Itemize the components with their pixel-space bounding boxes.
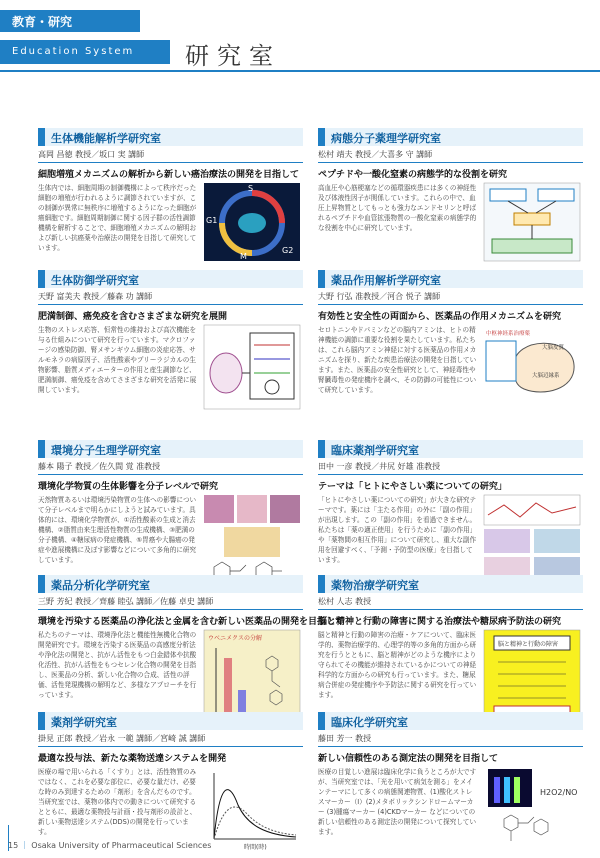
- lab-description: 医療の目覚しい進展は臨床化学に負うところが大ですが、当研究室では、「光を用いて病気を測る」をメインテーマにして多くの病態関連物質、(1)酸化ストレスマーカー（Ⅰ）(2)メタボリックシンドロームマーカー (3)腫瘍マーカー (4)CKDマーカー などについての新しい信頼性のある測定法の開発について探究しています。: [318, 768, 477, 836]
- lab-title: 薬剤学研究室: [38, 712, 303, 730]
- brain-diagram-figure: [484, 325, 580, 403]
- lab-title: 病態分子薬理学研究室: [318, 128, 583, 146]
- lab-rule: [38, 304, 303, 305]
- lab-description: 私たちのテーマは、環境浄化法と機能性無機化合物の開発研究です。環境を汚染する医薬品の高感度分析法や浄化法の開発と、抗がん活性をもつ白金錯体や抗酸化活性、抗がん活性をもつセレン化合物の開発を目指し、医薬品の分析、新しい化合物の合成、活性の評価、活性発現機構の解明など、多様なアプローチを行っています。: [38, 631, 197, 699]
- fluorescence-figure: [484, 767, 580, 851]
- lab-rule: [318, 609, 583, 610]
- lab-staff: 大野 行弘 准教授／河合 悦子 講師: [318, 292, 441, 301]
- lab-card: [318, 270, 583, 395]
- page-number: 15: [8, 841, 19, 850]
- lab-rule: [38, 162, 303, 163]
- lab-staff: 松村 人志 教授: [318, 597, 372, 606]
- lab-card: [318, 440, 583, 565]
- lab-headline: 脳と精神と行動の障害に関する治療法や糖尿病予防法の研究: [318, 617, 562, 627]
- lab-description: セロトニンやドパミンなどの脳内アミンは、ヒトの精神機能の調節に重要な役割を果たしています。私たちは、これら脳内アミン神経に対する医薬品の作用メカニズムを探り、新たな疾患治療法の開発を目指しています。また、医薬品の安全性研究として、神経毒性や腎臓毒性の発症機序を調べ、その防御の可能性について研究しています。: [318, 326, 477, 394]
- lab-rule: [318, 304, 583, 305]
- fig-label-cortex: 大脳皮質: [542, 345, 565, 351]
- lab-description: 天然物質あるいは環境汚染物質の生体への影響について分子レベルまで明らかにしようと試みています。具体的には、環境化学物質が、①活性酸素の生成と消去機構、②脂質由来生理活性物質の生成機構、③肥満の分子機構、④糖尿病の発症機構、⑤胃癌や大腸癌の発症や進展機構に及ぼす影響などについて多角的に研究しています。: [38, 496, 197, 564]
- lab-title: 環境分子生理学研究室: [38, 440, 303, 458]
- fig-label-h2o2-no: H2O2/NO: [540, 788, 578, 797]
- fig-label-degradation: ウベニメクスの分解: [208, 635, 262, 642]
- lab-title: 薬品作用解析学研究室: [318, 270, 583, 288]
- lab-title: 臨床薬剤学研究室: [318, 440, 583, 458]
- lab-card: [38, 440, 303, 565]
- lab-staff: 藤田 芳一 教授: [318, 734, 372, 743]
- lab-rule: [318, 474, 583, 475]
- lab-description: 生物のストレス応答、恒常性の維持および高次機能を与る仕組みについて研究を行っています。マクロファージの感染防御、腎メサンギウム細胞の炎症応答、サルモネラの病原因子、活性酸素やプリーラジカルの生物影響、脂質メディエーターの作用と産生調節など、肥満制御、癌免疫を含めてさまざまな研究を活発に展開しています。: [38, 326, 197, 394]
- lab-staff: 三野 芳紀 教授／齊藤 睦弘 講師／佐藤 卓史 講師: [38, 597, 214, 606]
- page-title: 研究室: [185, 42, 281, 70]
- lab-headline: 新しい信頼性のある測定法の開発を目指して: [318, 754, 499, 764]
- lab-title: 生体防御学研究室: [38, 270, 303, 288]
- footer: 15 ｜ Osaka University of Pharmaceutical Sciences: [8, 841, 212, 850]
- university-name: Osaka University of Pharmaceutical Sciences: [31, 841, 212, 850]
- lab-title: 臨床化学研究室: [318, 712, 583, 730]
- fig-label-m: M: [240, 252, 247, 261]
- lab-card: [38, 270, 303, 395]
- lab-title: 薬物治療学研究室: [318, 575, 583, 593]
- lab-description: 「ヒトにやさしい薬についての研究」が大きな研究テーマです。薬には「主たる作用」の外に「副の作用」が出現します。この「副の作用」を看過できません。私たちは「薬の適正使用」を行うために「副の作用」や「薬物間の相互作用」について研究し、重大な副作用を回避すべく、「予測・予防型の医療」を目指しています。: [318, 496, 477, 564]
- pathway-diagram-figure: [484, 183, 580, 261]
- fig-label-cns-drug: 中枢神経系治療薬: [486, 331, 531, 337]
- lab-staff: 松村 靖夫 教授／大喜多 守 講師: [318, 150, 433, 159]
- fig-label-g2: G2: [282, 246, 294, 255]
- lab-description: 医療の場で用いられる「くすり」とは、活性物質のみではなく、これを必要な部位に、必要な量だけ、必要な時のみ到達するための「剤形」を含んだものです。当研究室では、薬物の体内での動きについて研究するとともに、最適な薬物投与計画・投与剤形の設計と、新しい薬物送達システム(DDS)の開発を行っています。: [38, 768, 197, 836]
- lab-staff: 藤本 陽子 教授／佐久間 覚 准教授: [38, 462, 161, 471]
- category-tab: 教育・研究: [0, 10, 140, 32]
- fig-label-time: 時間(時): [244, 844, 267, 851]
- macrophage-diagram-figure: [204, 325, 300, 409]
- lab-headline: 最適な投与法、新たな薬物送達システムを開発: [38, 754, 227, 764]
- lab-title: 生体機能解析学研究室: [38, 128, 303, 146]
- lab-card: [38, 128, 303, 261]
- lab-headline: 環境を汚染する医薬品の浄化法と金属を含む新しい医薬品の開発を目指して: [38, 617, 345, 627]
- fig-label-g1: G1: [206, 216, 218, 225]
- lab-headline: 環境化学物質の生体影響を分子レベルで研究: [38, 482, 219, 492]
- tissue-images-figure: [204, 495, 300, 581]
- lab-description: 高血圧や心筋梗塞などの循環器疾患には多くの神経性及び体液性因子が関係しています。これらの中で、血圧上昇物質としてもっとも強力なエンドセリンと呼ばれるペプチドや血管拡張物質の一酸化窒素の病態学的な役割を中心に研究しています。: [318, 184, 477, 232]
- lab-staff: 田中 一彦 教授／井尻 好雄 准教授: [318, 462, 441, 471]
- lab-rule: [38, 746, 303, 747]
- lab-headline: 肥満制御、癌免疫を含むさまざまな研究を展開: [38, 312, 228, 322]
- lab-headline: 有効性と安全性の両面から、医薬品の作用メカニズムを研究: [318, 312, 562, 322]
- cell-cycle-figure: [204, 183, 300, 261]
- lab-card: [318, 712, 583, 837]
- lab-rule: [318, 162, 583, 163]
- lab-staff: 掛見 正郎 教授／岩永 一範 講師／宮崎 誠 講師: [38, 734, 206, 743]
- lab-staff: 天野 富美夫 教授／藤森 功 講師: [38, 292, 153, 301]
- treatment-concept-figure: [484, 630, 580, 722]
- lab-description: 脳と精神と行動の障害の治療・ケアについて、臨床医学的、薬物治療学的、心理学的等の多角的方面から研究を行うとともに、脳と精神がどのような機序により守られてその機能が維持されているかについての神経科学的な方面からの研究も行っています。また、糖尿病合併症の発症機序や予防法に関する研究を行っています。: [318, 631, 477, 699]
- lab-rule: [318, 746, 583, 747]
- lab-headline: 細胞増殖メカニズムの解析から新しい癌治療法の開発を目指して: [38, 170, 300, 180]
- lab-staff: 高岡 昌徳 教授／坂口 実 講師: [38, 150, 145, 159]
- lab-title: 薬品分析化学研究室: [38, 575, 303, 593]
- fig-label-s: S: [248, 184, 254, 193]
- lab-headline: テーマは「ヒトにやさしい薬についての研究」: [318, 482, 507, 492]
- section-en-label: Education System: [0, 40, 170, 64]
- lab-card: [318, 128, 583, 233]
- lab-rule: [38, 609, 303, 610]
- concentration-curve-figure: [204, 767, 300, 851]
- cell-images-figure: [484, 495, 580, 581]
- lab-card: [318, 575, 583, 700]
- lab-description: 生体内では、細胞周期の制御機構によって秩序だった細胞の増殖が行われるように調節されていますが、この制御が異常に無秩序に増殖するようになった細胞が癌細胞です。細胞周期制御に関する因子群の活性調節機構を解析することで、細胞増殖メカニズムの解明および新しい抗癌薬や治療法の開発を目指して研究しています。: [38, 184, 197, 252]
- lab-headline: ペプチドや一酸化窒素の病態学的な役割を研究: [318, 170, 508, 180]
- fig-label-limbic: 大脳辺縁系: [532, 373, 560, 379]
- lab-rule: [38, 474, 303, 475]
- header-divider: [0, 70, 600, 72]
- degradation-chart-figure: [204, 630, 300, 722]
- fig-label-disorders: 脳と精神と行動の障害: [498, 641, 559, 648]
